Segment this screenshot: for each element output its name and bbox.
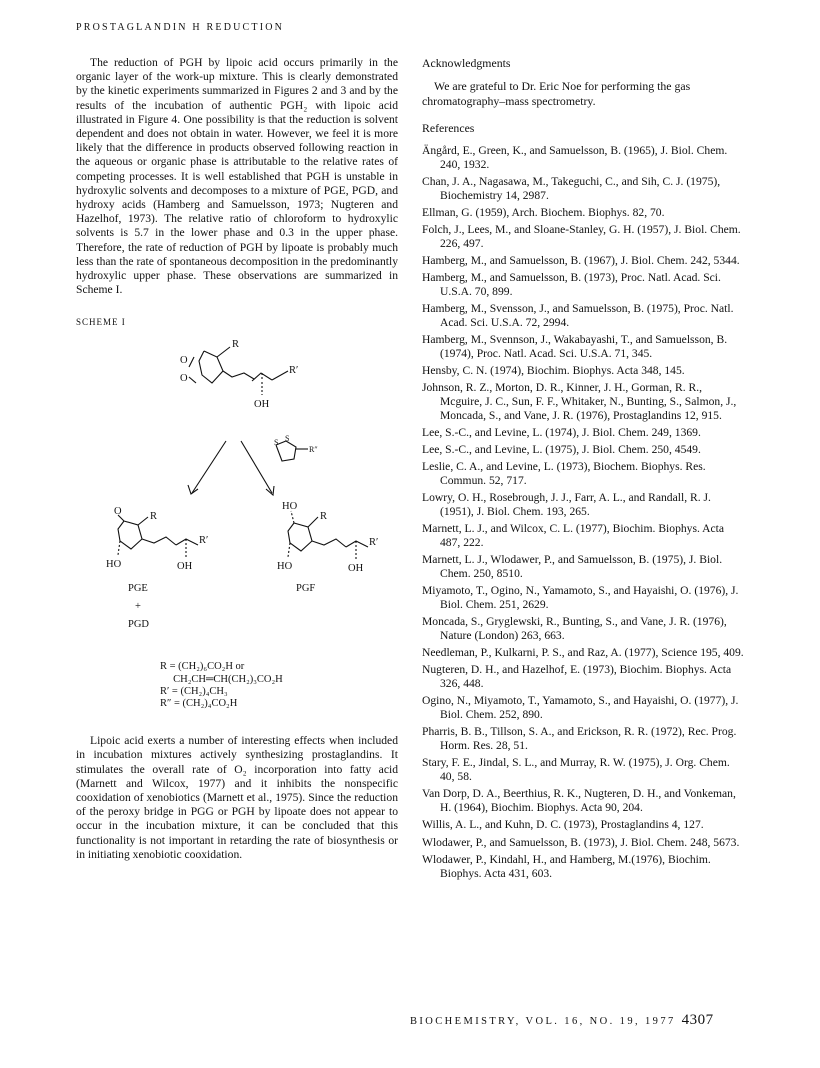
pge-r-prime-label: R′ — [199, 535, 209, 547]
pgh-oh-label: OH — [254, 399, 270, 411]
reference-item: Hamberg, M., and Samuelsson, B. (1967), J. Biol. Chem. 242, 5344. — [422, 254, 740, 268]
reference-item: Pharris, B. B., Tillson, S. A., and Erickson, R. R. (1972), Rec. Prog. Horm. Res. 28, 51. — [422, 725, 737, 753]
page-footer — [410, 1012, 714, 1029]
reference-item: Wlodawer, P., and Samuelsson, B. (1973), J. Biol. Chem. 248, 5673. — [422, 835, 740, 849]
pge-ho-label: HO — [106, 559, 122, 571]
product-pge: PGE — [128, 583, 148, 595]
journal-citation: BIOCHEMISTRY, VOL. 16, NO. 19, 1977 — [410, 1016, 676, 1027]
reference-item: Lowry, O. H., Rosebrough, J. J., Farr, A. L., and Randall, R. J. (1951), J. Biol. Chem. 193, 265. — [422, 491, 711, 519]
reference-item: Hamberg, M., and Samuelsson, B. (1973), Proc. Natl. Acad. Sci. U.S.A. 70, 899. — [422, 271, 721, 299]
pgh-oxygen-2: O — [180, 373, 188, 385]
product-plus: + — [135, 601, 141, 613]
reference-item: Lee, S.-C., and Levine, L. (1974), J. Biol. Chem. 249, 1369. — [422, 426, 701, 440]
reference-item: Marnett, L. J., and Wilcox, C. L. (1977), Biochim. Biophys. Acta 487, 222. — [422, 522, 725, 550]
pgf-ho-label: HO — [277, 561, 293, 573]
running-title: PROSTAGLANDIN H REDUCTION — [76, 22, 285, 33]
reference-item: Chan, J. A., Nagasawa, M., Takeguchi, C., and Sih, C. J. (1975), Biochemistry 14, 2987. — [422, 175, 721, 202]
pgf-ho-top-label: HO — [282, 501, 298, 513]
reference-item: Moncada, S., Gryglewski, R., Bunting, S., and Vane, J. R. (1976), Nature (London) 263, 663. — [422, 615, 727, 643]
pge-oxygen-label: O — [114, 506, 122, 518]
reference-item: Ogino, N., Miyamoto, T., Yamamoto, S., and Hayaishi, O. (1977), J. Biol. Chem. 252, 890. — [422, 694, 739, 722]
scheme-label: SCHEME I — [76, 317, 126, 328]
pgf-r-prime-label: R′ — [369, 537, 379, 549]
acknowledgments-text: We are grateful to Dr. Eric Noe for performing the gas chromatography–mass spectrometry. — [422, 79, 691, 108]
scheme-figure — [76, 333, 398, 653]
reference-item: Hensby, C. N. (1974), Biochim. Biophys. Acta 348, 145. — [422, 364, 685, 378]
body-paragraph-1: The reduction of PGH by lipoic acid occurs primarily in the organic layer of the work-up mixture. This is clearly demonstrated by the kinetic experiments summarized in Figures 2 and 3 and by the results of the incubation of authentic PGH₂ with lipoic acid illustrated in Figure 4. One possibility is that the reduction is solvent dependent and does not obtain in water. However, we feel it is more likely that the difference in products observed following reaction in the aqueous or organic phase is attributable to the relative rates of competing processes. It is well established that PGH is unstable in hydroxylic solvents and decomposes to a mixture of PGE, PGD, and hydroxy acids (Hamberg and Samuelsson, 1973; Nugteren and Hazelhof, 1973). The relative ratio of chloroform to hydroxylic solvents is 5.7 in the lower phase and 0.3 in the upper phase. Therefore, the rate of reduction of PGH by lipoate is probably much less than the rate of spontaneous decomposition in the predominantly hydroxylic upper phase. These observations are summarized in Scheme I. — [76, 56, 398, 297]
lipoate-sulfur-2: S — [285, 434, 290, 444]
reference-item: Hamberg, M., Svensson, J., and Samuelsson, B. (1975), Proc. Natl. Acad. Sci. U.S.A. 72, 2994. — [422, 302, 734, 330]
reference-item: Nugteren, D. H., and Hazelhof, E. (1973), Biochim. Biophys. Acta 326, 448. — [422, 663, 732, 691]
right-column — [422, 56, 747, 884]
pge-r-label: R — [150, 511, 158, 523]
reference-item: Van Dorp, D. A., Beerthius, R. K., Nugteren, D. H., and Vonkeman, H. (1964), Biochim. Biophys. Acta 90, 204. — [422, 787, 736, 815]
legend-line: R = (CH₂)₆CO₂H or — [160, 661, 245, 673]
pgh-r-label: R — [232, 339, 240, 351]
pgh-oxygen-1: O — [180, 355, 188, 367]
legend-line: R′ = (CH₂)₄CH₃ — [160, 685, 228, 697]
reference-item: Folch, J., Lees, M., and Sloane-Stanley, G. H. (1957), J. Biol. Chem. 226, 497. — [422, 223, 741, 250]
reference-item: Marnett, L. J., Wlodawer, P., and Samuelsson, B. (1975), J. Biol. Chem. 250, 8510. — [422, 553, 723, 581]
reference-item: Ängård, E., Green, K., and Samuelsson, B. (1965), J. Biol. Chem. 240, 1932. — [422, 144, 728, 171]
reference-item: Leslie, C. A., and Levine, L. (1973), Biochem. Biophys. Res. Commun. 52, 717. — [422, 460, 706, 488]
acknowledgments-heading: Acknowledgments — [422, 56, 511, 70]
reference-item: Hamberg, M., Svennson, J., Wakabayashi, T., and Samuelsson, B. (1974), Proc. Natl. Acad. Sci. U.S.A. 71, 345. — [422, 333, 728, 361]
product-pgd: PGD — [128, 619, 150, 631]
body-paragraph-2: Lipoic acid exerts a number of interesting effects when included in incubation mixtures actively synthesizing prostaglandins. It stimulates the overall rate of O₂ incorporation into fatty acid (Marnett and Wilcox, 1977) and it inhibits the nonspecific cooxidation of xenobiotics (Marnett et al., 1975). Since the reduction of the peroxy bridge in PGG or PGH by lipoate does not appear to occur in the incubation mixture, it can be concluded that this functionality is not important in retarding the rate of biosynthesis or in initiating xenobiotic cooxidation. — [76, 734, 398, 861]
lipoate-sulfur-1: S — [274, 438, 279, 448]
references-heading: References — [422, 121, 475, 135]
scheme-legend — [160, 661, 398, 710]
reference-item: Stary, F. E., Jindal, S. L., and Murray, R. W. (1975), J. Org. Chem. 40, 58. — [422, 756, 730, 784]
reference-item: Miyamoto, T., Ogino, N., Yamamoto, S., and Hayaishi, O. (1976), J. Biol. Chem. 251, 2629. — [422, 584, 739, 612]
reference-item: Willis, A. L., and Kuhn, D. C. (1973), Prostaglandins 4, 127. — [422, 818, 704, 832]
reference-item: Johnson, R. Z., Morton, D. R., Kinner, J. H., Gorman, R. R., Mcguire, J. C., Sun, F. F., Whitaker, N., Bunting, S., Salmon, J., Moncada, S., and Vane, J. R. (1976), Prostaglandins 12, 915. — [422, 381, 737, 423]
pgf-r-label: R — [320, 511, 328, 523]
page-number: 4307 — [681, 1012, 714, 1028]
reference-item: Needleman, P., Kulkarni, P. S., and Raz, A. (1977), Science 195, 409. — [422, 646, 744, 660]
product-pgf: PGF — [296, 583, 316, 595]
pge-oh-label: OH — [177, 561, 193, 573]
reference-item: Lee, S.-C., and Levine, L. (1975), J. Biol. Chem. 250, 4549. — [422, 443, 701, 457]
pgf-oh-label: OH — [348, 563, 364, 575]
scheme-drawing — [76, 333, 398, 653]
left-column — [76, 56, 398, 862]
reference-item: Ellman, G. (1959), Arch. Biochem. Biophys. 82, 70. — [422, 206, 665, 219]
pgh-r-prime-label: R′ — [289, 365, 299, 377]
legend-line: R″ = (CH₂)₄CO₂H — [160, 698, 238, 710]
reference-item: Wlodawer, P., Kindahl, H., and Hamberg, M.(1976), Biochim. Biophys. Acta 431, 603. — [422, 852, 711, 880]
lipoate-r-double-prime: R″ — [309, 445, 318, 455]
legend-line: CH₂CH═CH(CH₂)₃CO₂H — [160, 673, 283, 685]
reference-list — [422, 144, 747, 880]
